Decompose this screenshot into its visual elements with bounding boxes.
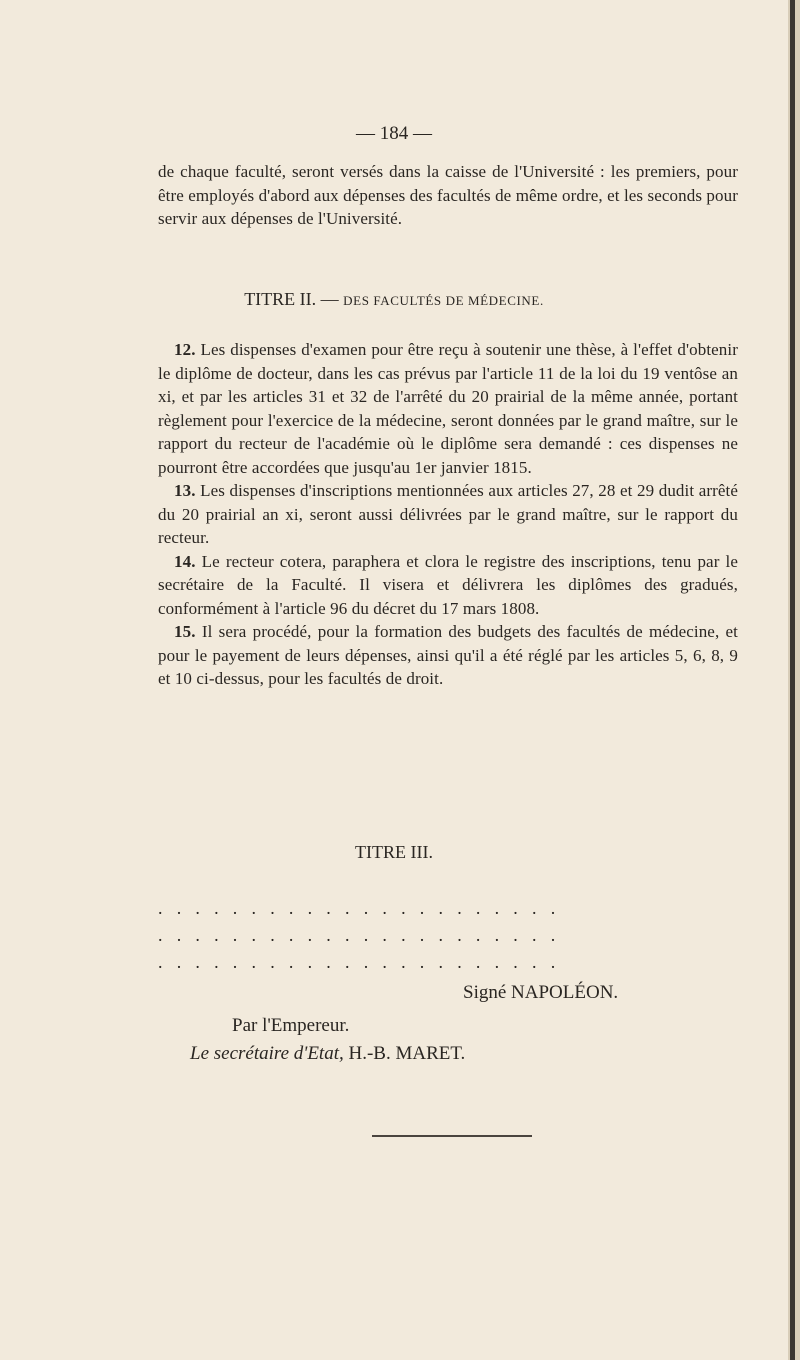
article-12 <box>158 338 738 479</box>
ellipsis-line-3: ...................... <box>158 952 570 972</box>
titre-iii-heading: TITRE III. <box>355 842 433 862</box>
ellipsis-line-1: ...................... <box>158 898 570 918</box>
page-number: — 184 — <box>356 123 432 144</box>
titre-ii-heading <box>0 289 788 310</box>
article-13 <box>158 479 738 550</box>
articles-section <box>158 338 738 691</box>
article-text: Le recteur cotera, paraphera et clora le registre des inscriptions, tenu par le secrétaire de la Faculté. Il visera et délivrera les diplômes des gradués, conformément à l'article 96 du décret du 17 mars 1808. <box>158 551 738 618</box>
page-edge <box>788 0 800 1360</box>
intro-paragraph <box>158 160 738 231</box>
titre-ii-subject: DES FACULTÉS DE MÉDECINE. <box>343 293 544 308</box>
article-number: 12. <box>174 340 196 359</box>
closing-rule <box>372 1135 532 1137</box>
titre-ii-label: TITRE II. — <box>244 289 339 309</box>
article-text: Les dispenses d'inscriptions mentionnées aux articles 27, 28 et 29 dudit arrêté du 20 prairial an xi, seront aussi délivrées par le grand maître, sur le rapport du recteur. <box>158 481 738 547</box>
secretaire-line <box>190 1043 465 1065</box>
article-text: Les dispenses d'examen pour être reçu à soutenir une thèse, à l'effet d'obtenir le diplôme de docteur, dans les cas prévus par l'article 11 de la loi du 19 ventôse an xi, et par les articles 31 et 32 de l'arrêté du 20 prairial de la même année, portant règlement pour l'exercice de la médecine, seront données par le grand maître, sur le rapport du recteur de l'académie où le diplôme sera demandé : ces dispenses ne pourront être accordées que jusqu'au 1er janvier 1815. <box>158 340 738 477</box>
article-text: Il sera procédé, pour la formation des budgets des facultés de médecine, et pour le payement de leurs dépenses, ainsi qu'il a été réglé par les articles 5, 6, 8, 9 et 10 ci-dessus, pour les facultés de droit. <box>158 622 738 688</box>
article-number: 14. <box>174 551 196 571</box>
secretaire-label: Le secrétaire d'Etat, <box>190 1043 344 1064</box>
ellipsis-line-2: ...................... <box>158 925 570 945</box>
intro-text: de chaque faculté, seront versés dans la caisse de l'Université : les premiers, pour être employés d'abord aux dépenses des facultés de même ordre, et les seconds pour servir aux dépenses de l'Université. <box>158 162 738 228</box>
article-14 <box>158 550 738 621</box>
article-number: 15. <box>174 622 196 641</box>
article-15 <box>158 620 738 691</box>
secretaire-name: H.-B. MARET. <box>348 1043 466 1064</box>
par-empereur: Par l'Empereur. <box>232 1015 350 1036</box>
signature-napoleon: Signé NAPOLÉON. <box>463 982 619 1003</box>
article-number: 13. <box>174 481 196 500</box>
